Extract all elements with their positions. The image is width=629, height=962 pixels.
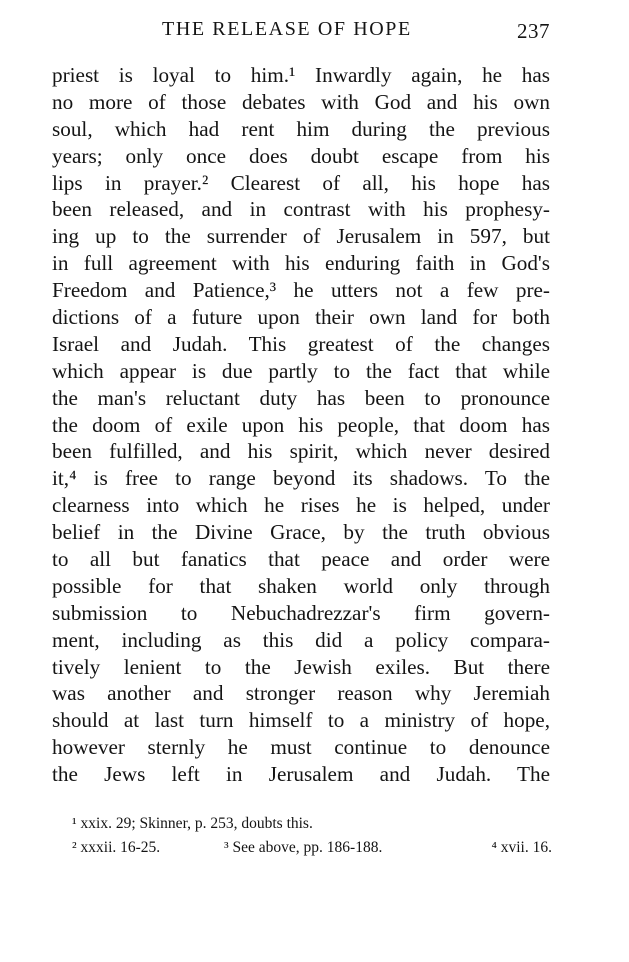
text-line: dictions of a future upon their own land for both: [52, 305, 550, 330]
text-line: years; only once does doubt escape from his: [52, 143, 550, 168]
text-line: possible for that shaken world only through: [52, 573, 550, 598]
footnote-3: ³ See above, pp. 186-188.: [224, 839, 383, 856]
text-line: priest is loyal to him.¹ Inwardly again, he has: [52, 63, 550, 87]
running-title: THE RELEASE OF HOPE: [162, 18, 412, 40]
text-line: ment, including as this did a policy compara-: [52, 627, 550, 652]
text-line: in full agreement with his enduring faith in God's: [52, 251, 550, 276]
text-line: should at last turn himself to a ministry of hope,: [52, 708, 550, 733]
body-text: [52, 62, 550, 788]
text-line: been released, and in contrast with his prophesy-: [52, 197, 550, 222]
text-line: tively lenient to the Jewish exiles. But there: [52, 654, 550, 679]
footnote-row: [72, 812, 552, 836]
text-line: to all but fanatics that peace and order were: [52, 547, 550, 572]
text-line: which appear is due partly to the fact that while: [52, 358, 550, 383]
text-line: belief in the Divine Grace, by the truth obvious: [52, 520, 550, 545]
text-line: it,⁴ is free to range beyond its shadows. To the: [52, 466, 550, 491]
text-line: the man's reluctant duty has been to pronounce: [52, 385, 550, 410]
footnote-4: ⁴ xvii. 16.: [491, 839, 552, 856]
text-line: Israel and Judah. This greatest of the changes: [52, 331, 550, 356]
footnotes: [72, 812, 552, 860]
running-head: [52, 18, 550, 48]
text-line: ing up to the surrender of Jerusalem in 597, but: [52, 224, 550, 249]
text-line: submission to Nebuchadrezzar's firm govern-: [52, 600, 550, 625]
page-number: 237: [517, 19, 550, 43]
text-line: soul, which had rent him during the previous: [52, 116, 550, 141]
text-line: lips in prayer.² Clearest of all, his hope has: [52, 170, 550, 195]
text-line: the doom of exile upon his people, that doom has: [52, 412, 550, 437]
footnote-row: [72, 836, 552, 860]
text-line: clearness into which he rises he is helped, under: [52, 493, 550, 518]
text-line: the Jews left in Jerusalem and Judah. The: [52, 762, 550, 787]
text-line: no more of those debates with God and his own: [52, 89, 550, 114]
text-line: however sternly he must continue to denounce: [52, 735, 550, 760]
text-line: been fulfilled, and his spirit, which never desired: [52, 439, 550, 464]
text-line: Freedom and Patience,³ he utters not a few pre-: [52, 278, 550, 303]
footnote-1: ¹ xxix. 29; Skinner, p. 253, doubts this.: [72, 815, 313, 832]
footnote-2: ² xxxii. 16-25.: [72, 839, 161, 856]
text-line: was another and stronger reason why Jeremiah: [52, 681, 550, 706]
